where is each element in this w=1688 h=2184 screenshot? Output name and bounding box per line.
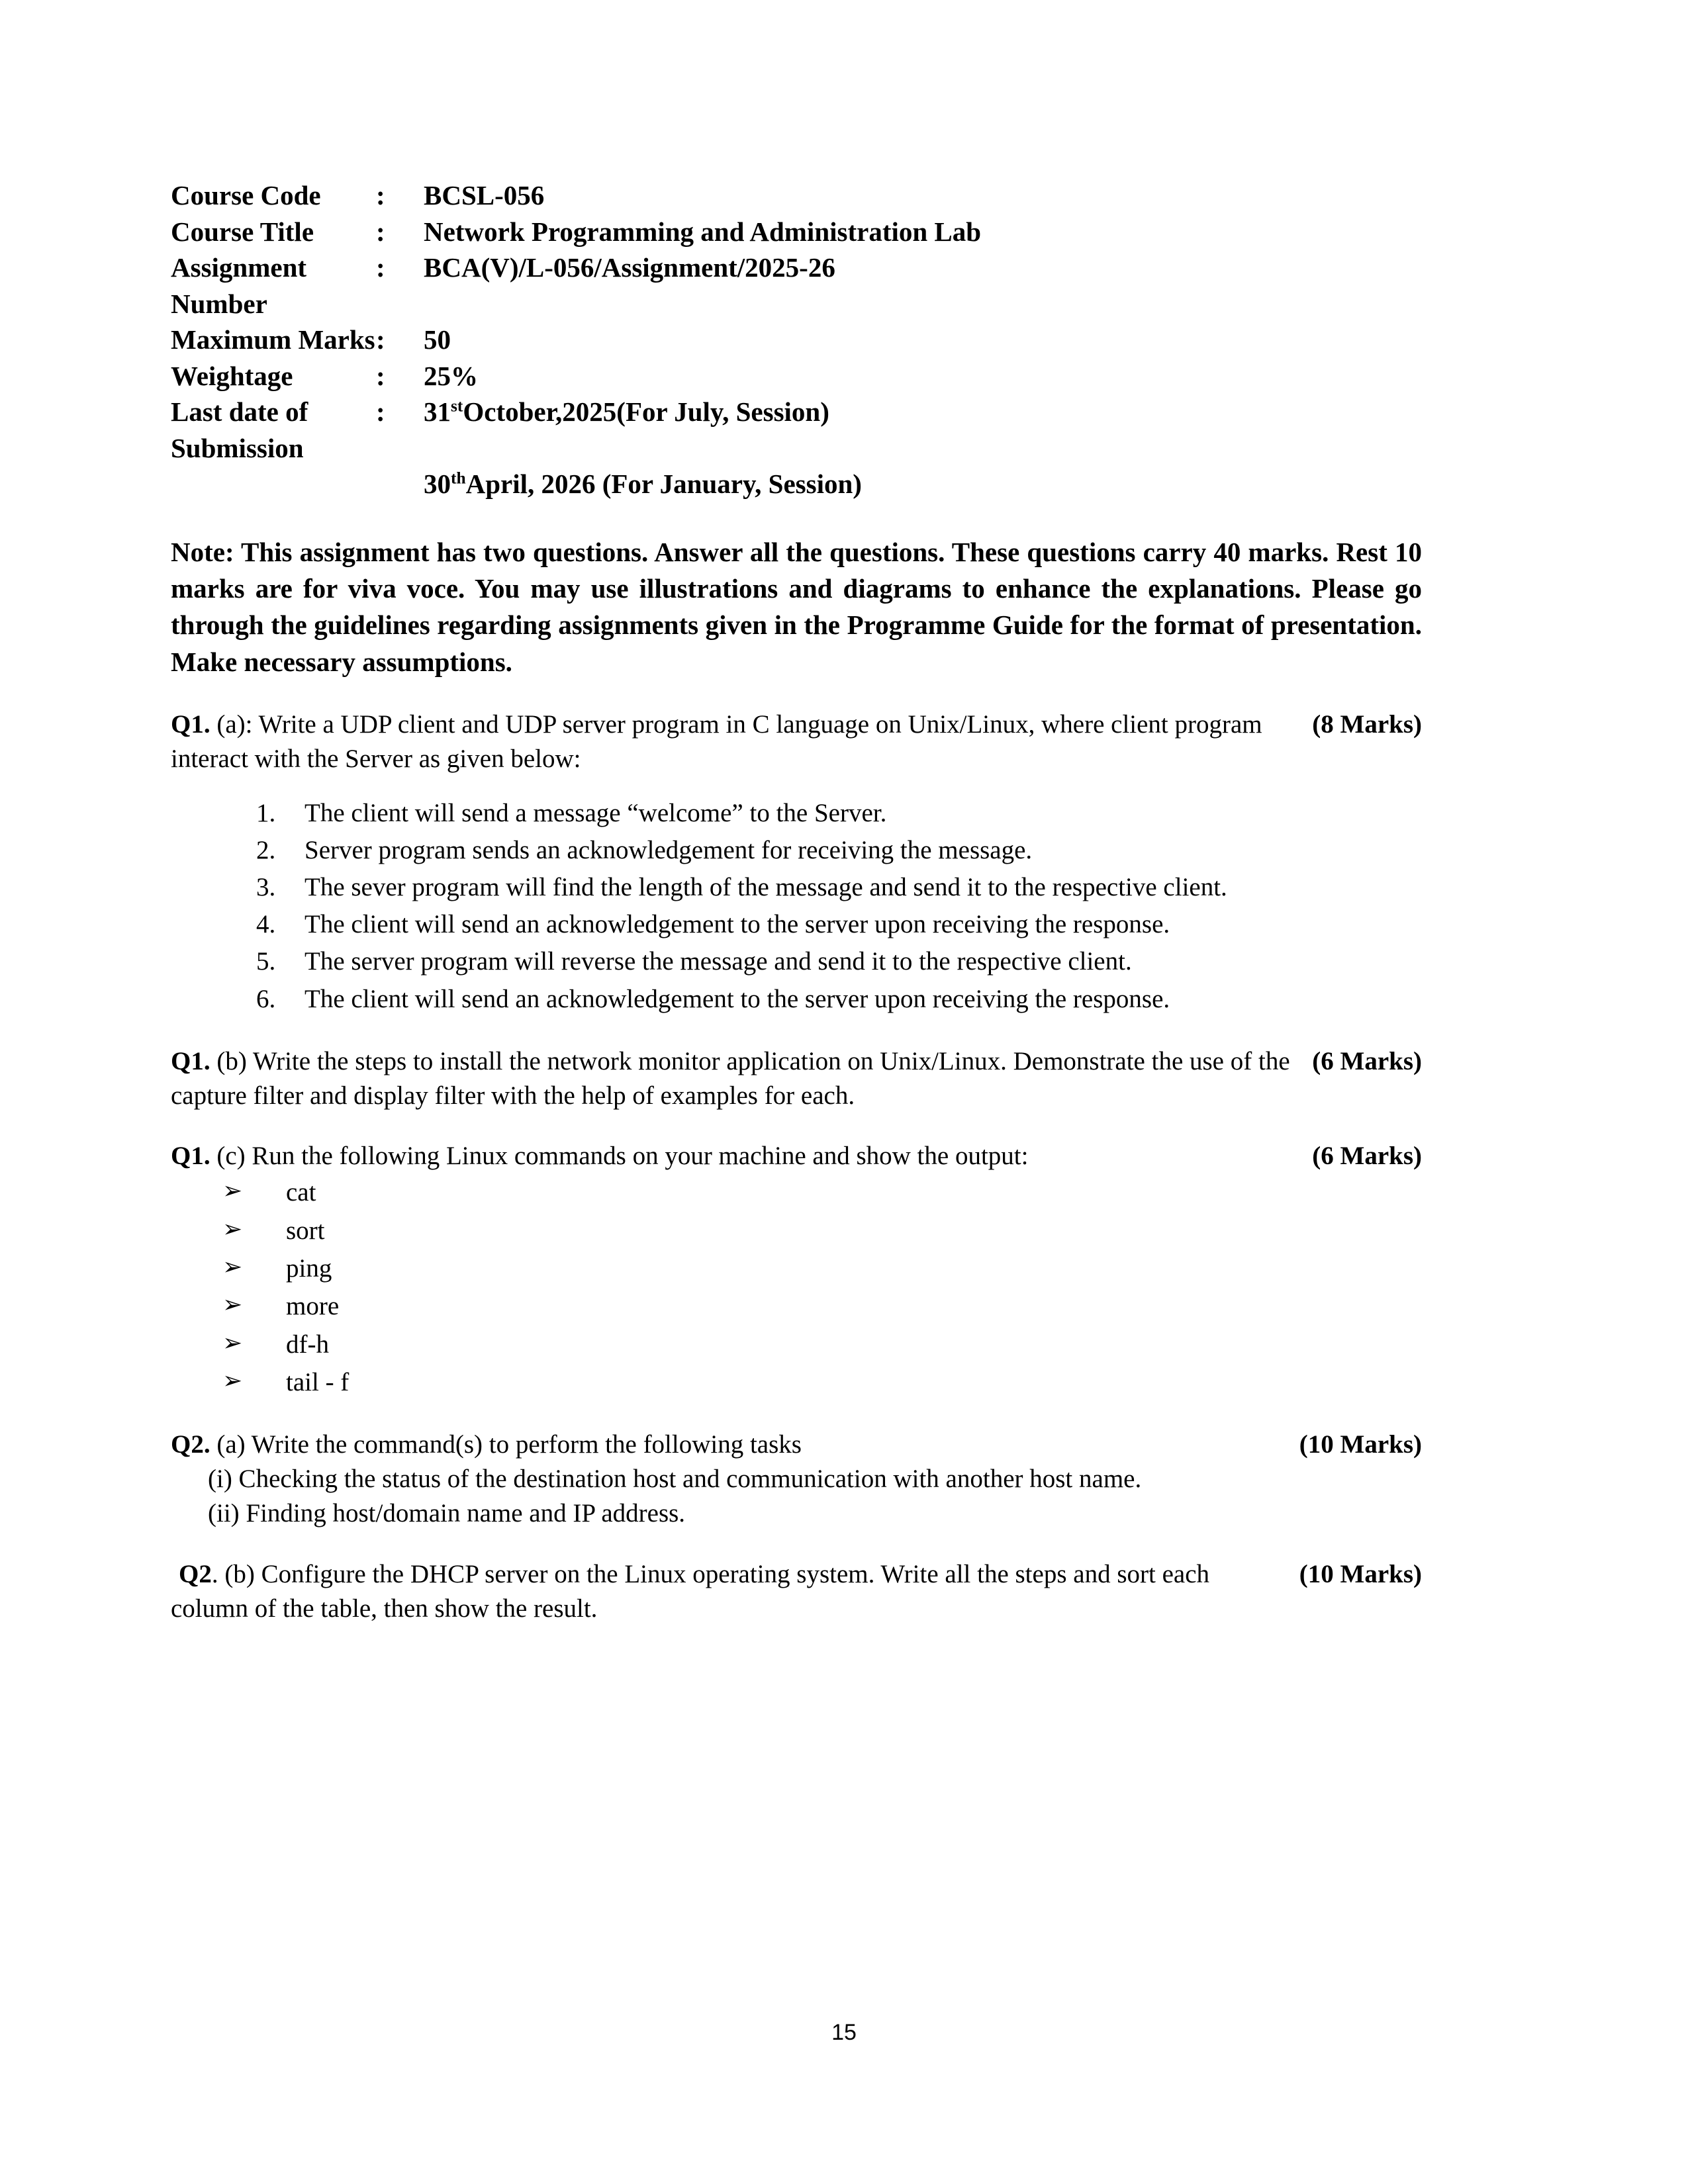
meta-label-maximum-marks: Maximum Marks: [171, 324, 375, 355]
command-label: df-h: [286, 1330, 329, 1359]
list-item: 6. The client will send an acknowledgement to the server upon receiving the response.: [282, 981, 1422, 1018]
question-number-q1a: Q1.: [171, 710, 211, 739]
question-text-q1a: (a): Write a UDP client and UDP server program in C language on Unix/Linux, where client program interact with the Server as given below:: [171, 710, 1262, 773]
assignment-note: Note: This assignment has two questions. Answer all the questions. These questions carry 40 marks. Rest 10 marks are for viva voce. You may use illustrations and diagrams to enhance the explanations. Please go through the guidelines regarding assignments given in the Programme Guide for the format of presentation. Make necessary assumptions.: [171, 536, 1422, 677]
arrow-bullet-icon: ➢: [222, 1215, 243, 1242]
question-q2b: [171, 1557, 1422, 1626]
command-label: tail - f: [286, 1367, 350, 1396]
list-item: 4. The client will send an acknowledgement to the server upon receiving the response.: [282, 906, 1422, 943]
arrow-bullet-icon: ➢: [222, 1329, 243, 1356]
question-text-q1c: (c) Run the following Linux commands on your machine and show the output:: [210, 1142, 1029, 1171]
meta-row-weightage: [171, 358, 1422, 394]
list-item: [222, 1363, 1422, 1401]
meta-row-maximum-marks: [171, 322, 1422, 358]
meta-row-assignment-number: [171, 250, 1422, 322]
command-label: cat: [286, 1178, 316, 1207]
last-date-january-post: April, 2026 (For January, Session): [465, 469, 862, 500]
arrow-bullet-icon: ➢: [222, 1291, 243, 1318]
list-item: (i) Checking the status of the destination host and communication with another host name.: [208, 1465, 1142, 1494]
list-item: [222, 1212, 1422, 1250]
meta-colon: :: [376, 360, 385, 391]
question-text-q2a: (a) Write the command(s) to perform the following tasks: [210, 1430, 802, 1459]
question-q1b: [171, 1044, 1422, 1113]
last-date-july-ordinal: st: [451, 396, 463, 416]
meta-label-course-title: Course Title: [171, 216, 314, 247]
command-label: more: [286, 1292, 340, 1321]
page-number: 15: [831, 2020, 857, 2045]
meta-colon: :: [376, 216, 385, 247]
question-text-q2b: . (b) Configure the DHCP server on the Linux operating system. Write all the steps and sort each column of the table, then show the result.: [171, 1559, 1209, 1623]
q2a-subitems: [171, 1462, 1422, 1531]
meta-value-course-code: BCSL-056: [424, 180, 545, 210]
q1c-command-list: [171, 1173, 1422, 1401]
meta-label-weightage: Weightage: [171, 360, 293, 391]
question-q1c: [171, 1139, 1422, 1173]
last-date-january-ordinal: th: [451, 469, 466, 488]
command-label: sort: [286, 1216, 325, 1245]
meta-row-course-title: [171, 214, 1422, 250]
page-content: [171, 177, 1422, 1626]
meta-row-course-code: [171, 177, 1422, 214]
question-number-q1c: Q1.: [171, 1142, 211, 1171]
question-q2a: [171, 1428, 1422, 1462]
q1a-steps-list: [171, 795, 1422, 1018]
meta-label-course-code: Course Code: [171, 180, 321, 210]
arrow-bullet-icon: ➢: [222, 1367, 243, 1394]
list-item: (ii) Finding host/domain name and IP address.: [208, 1498, 686, 1527]
list-item: 3. The sever program will find the length of the message and send it to the respective client.: [282, 869, 1422, 906]
meta-label-assignment-number: Assignment Number: [171, 252, 307, 319]
meta-value-assignment-number: BCA(V)/L-056/Assignment/2025-26: [424, 252, 835, 283]
marks-q2a: (10 Marks): [1299, 1430, 1422, 1459]
list-item: 5. The server program will reverse the message and send it to the respective client.: [282, 943, 1422, 980]
last-date-july-pre: 31: [424, 396, 451, 428]
meta-label-last-date: Last date of Submission: [171, 396, 308, 463]
marks-q1a: (8 Marks): [1312, 710, 1422, 739]
meta-label-spacer: [171, 466, 376, 502]
command-label: ping: [286, 1253, 332, 1283]
last-date-january-pre: 30: [424, 469, 451, 500]
list-item: [222, 1250, 1422, 1287]
meta-value-course-title: Network Programming and Administration Lab: [424, 216, 982, 247]
last-date-july-post: October,2025(For July, Session): [463, 396, 829, 428]
meta-value-weightage: 25%: [424, 360, 478, 391]
course-meta-table: [171, 177, 1422, 502]
arrow-bullet-icon: ➢: [222, 1253, 243, 1280]
meta-row-last-date-january: [171, 466, 1422, 502]
arrow-bullet-icon: ➢: [222, 1177, 243, 1205]
list-item: [222, 1287, 1422, 1325]
meta-value-last-date-january: [424, 466, 1422, 502]
list-item: 2. Server program sends an acknowledgement for receiving the message.: [282, 832, 1422, 869]
marks-q1c: (6 Marks): [1312, 1142, 1422, 1171]
meta-value-maximum-marks: 50: [424, 324, 451, 355]
meta-colon: :: [376, 324, 385, 355]
list-item: [222, 1326, 1422, 1363]
question-q1a: [171, 707, 1422, 776]
meta-row-last-date: [171, 394, 1422, 466]
marks-q2b: (10 Marks): [1299, 1559, 1422, 1588]
list-item: [222, 1173, 1422, 1211]
question-number-q2a: Q2.: [171, 1430, 211, 1459]
meta-colon-spacer: [376, 466, 424, 502]
question-number-q1b: Q1.: [171, 1046, 211, 1075]
question-text-q1b: (b) Write the steps to install the network monitor application on Unix/Linux. Demonstrate the use of the capture filter and display filter with the help of examples for each.: [171, 1046, 1290, 1110]
meta-colon: :: [376, 252, 385, 283]
meta-colon: :: [376, 396, 385, 428]
question-number-q2b: Q2: [179, 1559, 212, 1588]
marks-q1b: (6 Marks): [1312, 1046, 1422, 1075]
list-item: 1. The client will send a message “welcome” to the Server.: [282, 795, 1422, 832]
meta-value-last-date: [424, 394, 1422, 466]
meta-colon: :: [376, 180, 385, 210]
